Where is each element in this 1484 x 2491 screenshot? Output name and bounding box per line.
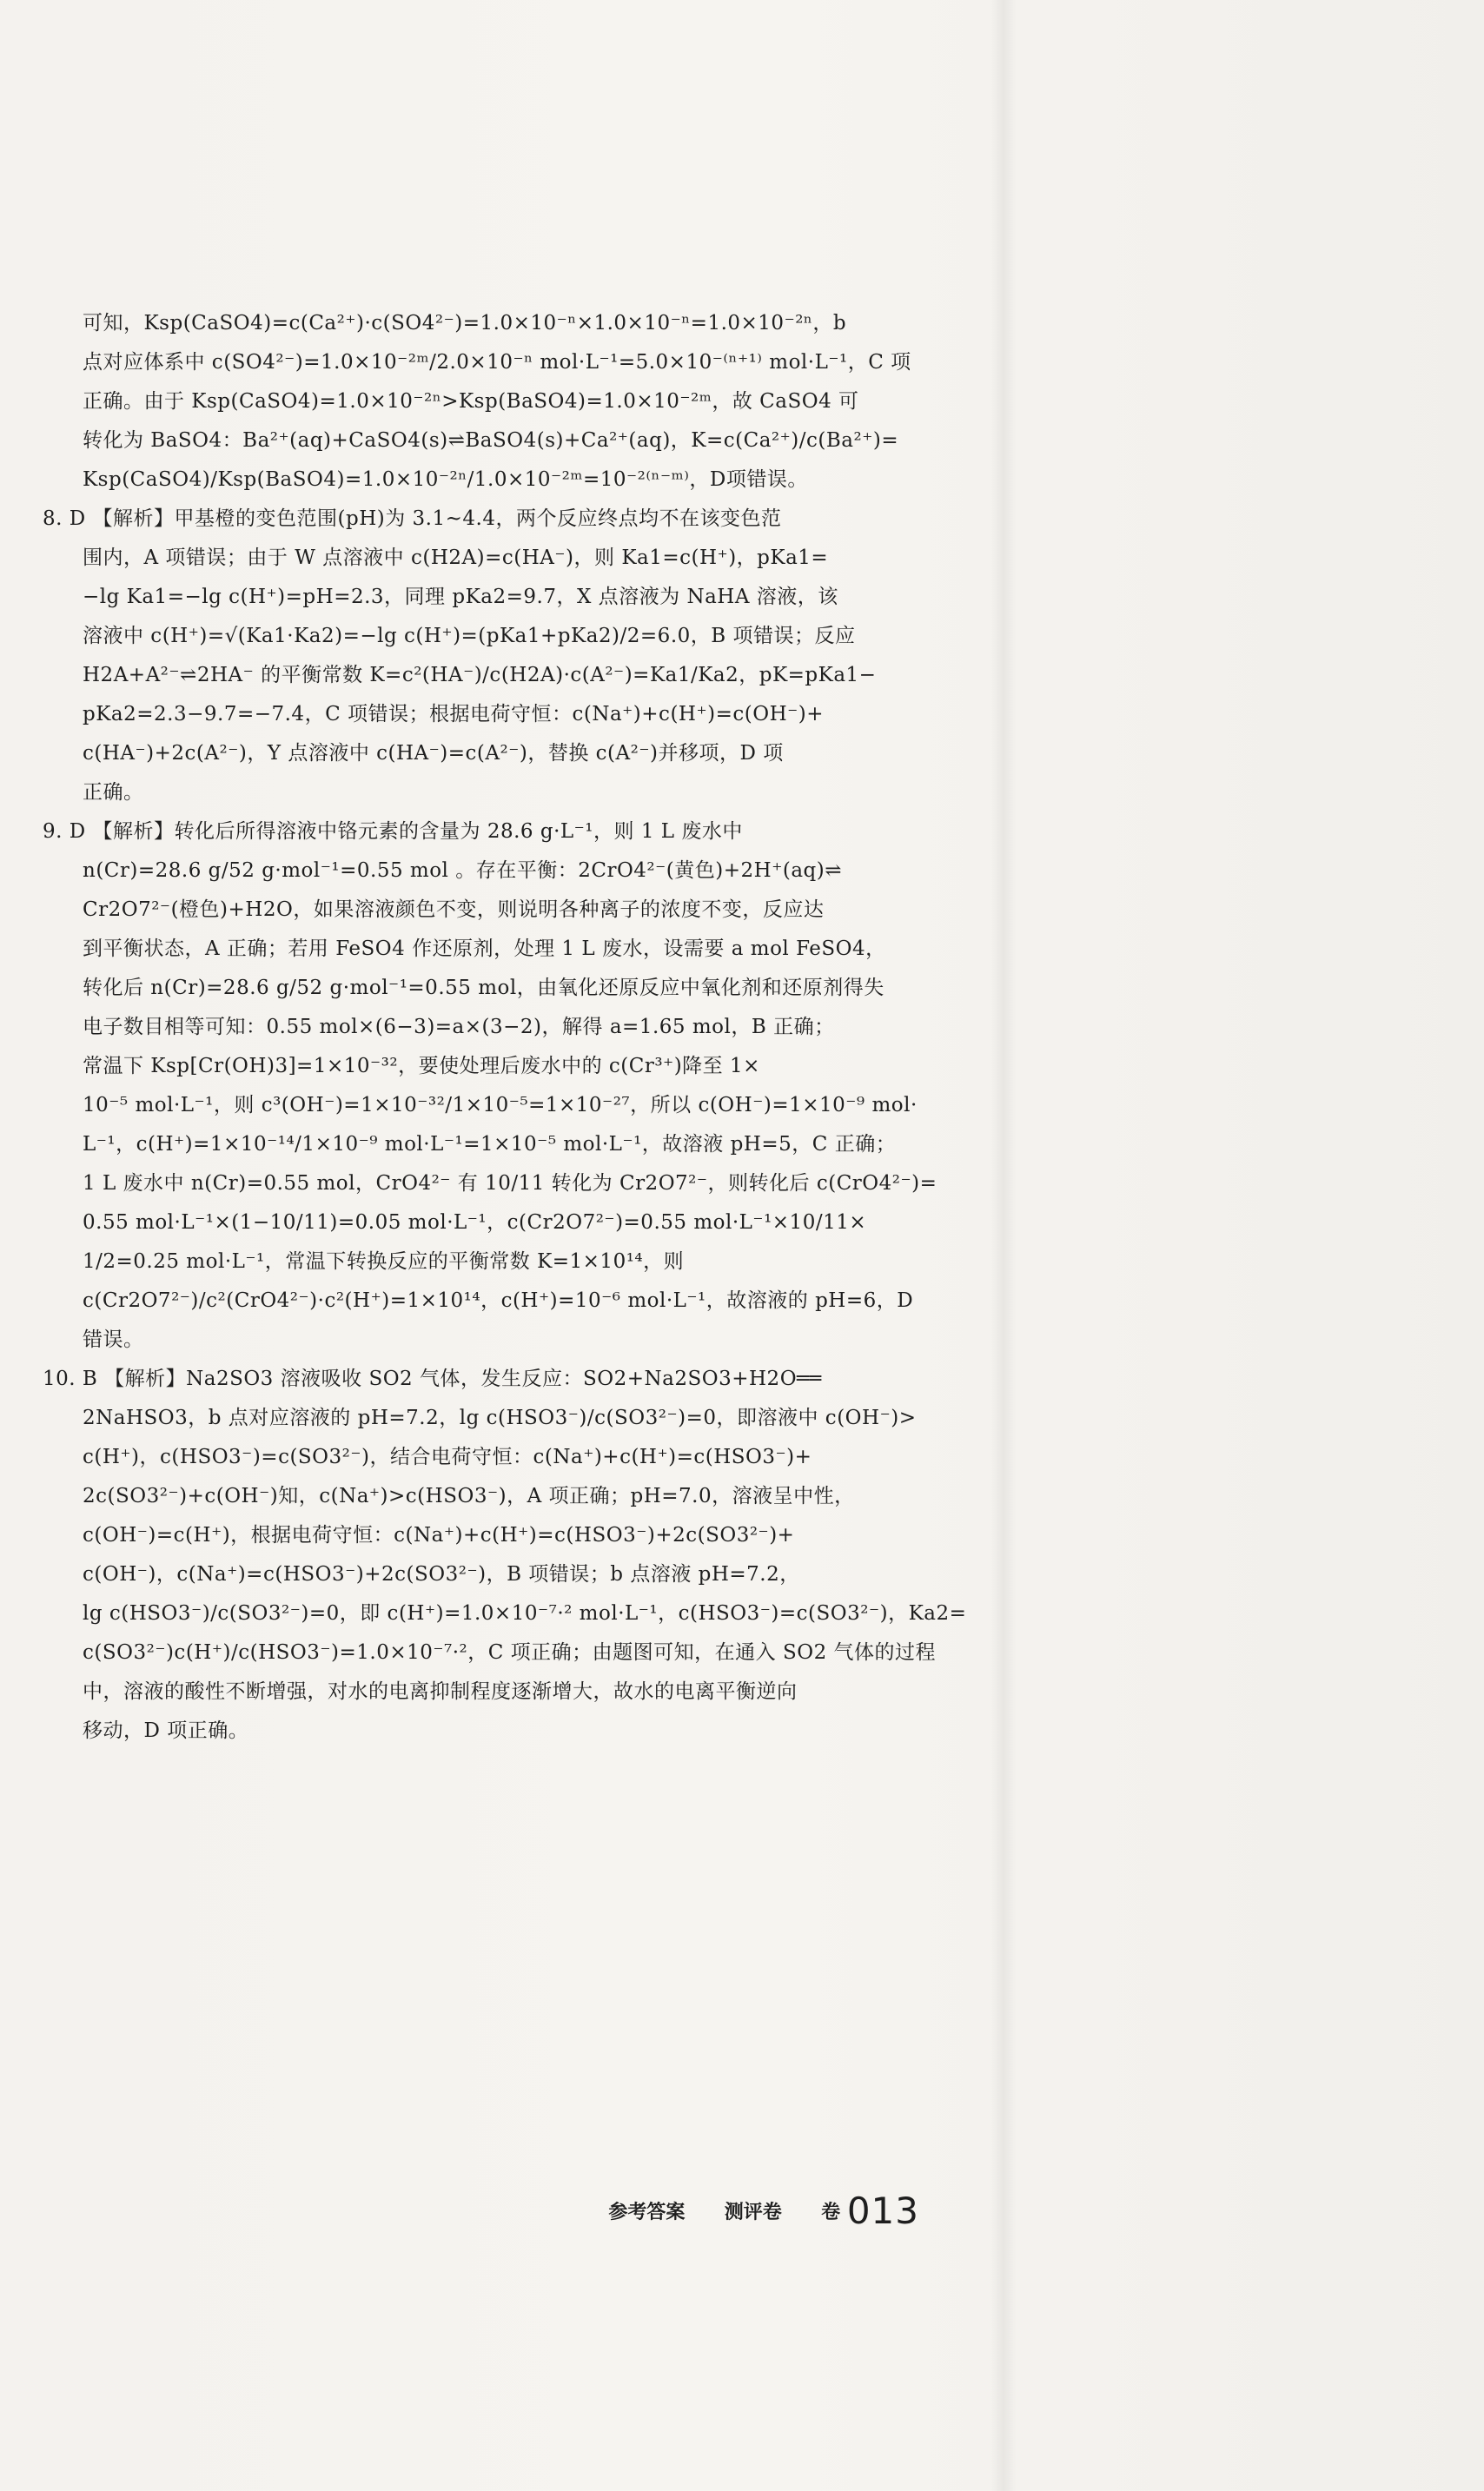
- text-line: Cr2O7²⁻(橙色)+H2O，如果溶液颜色不变，则说明各种离子的浓度不变，反应达: [83, 898, 825, 921]
- answer-text: [43, 304, 967, 1751]
- text-line: n(Cr)=28.6 g/52 g·mol⁻¹=0.55 mol 。存在平衡：2CrO4²⁻(黄色)+2H⁺(aq)⇌: [83, 859, 842, 882]
- text-line: 溶液中 c(H⁺)=√(Ka1·Ka2)=−lg c(H⁺)=(pKa1+pKa2)/2=6.0，B 项错误；反应: [83, 625, 856, 647]
- text-line: H2A+A²⁻⇌2HA⁻ 的平衡常数 K=c²(HA⁻)/c(H2A)·c(A²⁻)=Ka1/Ka2，pK=pKa1−: [83, 664, 877, 686]
- text-line: 移动，D 项正确。: [83, 1719, 249, 1742]
- text-line: 转化后 n(Cr)=28.6 g/52 g·mol⁻¹=0.55 mol，由氧化还原反应中氧化剂和还原剂得失: [83, 977, 884, 999]
- text-line: −lg Ka1=−lg c(H⁺)=pH=2.3，同理 pKa2=9.7，X 点溶液为 NaHA 溶液，该: [83, 586, 838, 608]
- footer-label-volume: 卷: [821, 2202, 841, 2223]
- text-line: 可知，Ksp(CaSO4)=c(Ca²⁺)·c(SO4²⁻)=1.0×10⁻ⁿ×1.0×10⁻ⁿ=1.0×10⁻²ⁿ，b: [83, 312, 847, 335]
- text-line: c(OH⁻)，c(Na⁺)=c(HSO3⁻)+2c(SO3²⁻)，B 项错误；b 点溶液 pH=7.2，: [83, 1563, 800, 1586]
- text-line: c(HA⁻)+2c(A²⁻)，Y 点溶液中 c(HA⁻)=c(A²⁻)，替换 c(A²⁻)并移项，D 项: [83, 742, 784, 765]
- text-line: 中，溶液的酸性不断增强，对水的电离抑制程度逐渐增大，故水的电离平衡逆向: [83, 1680, 798, 1703]
- text-line: 1 L 废水中 n(Cr)=0.55 mol，CrO4²⁻ 有 10/11 转化为 Cr2O7²⁻，则转化后 c(CrO4²⁻)=: [83, 1172, 937, 1195]
- page-footer: [608, 2190, 919, 2232]
- item-9-line: 9. D 【解析】转化后所得溶液中铬元素的含量为 28.6 g·L⁻¹，则 1 L 废水中: [43, 820, 743, 843]
- text-line: 到平衡状态，A 正确；若用 FeSO4 作还原剂，处理 1 L 废水，设需要 a mol FeSO4，: [83, 937, 886, 960]
- text-line: 1/2=0.25 mol·L⁻¹，常温下转换反应的平衡常数 K=1×10¹⁴，则: [83, 1250, 685, 1273]
- text-line: L⁻¹，c(H⁺)=1×10⁻¹⁴/1×10⁻⁹ mol·L⁻¹=1×10⁻⁵ mol·L⁻¹，故溶液 pH=5，C 正确；: [83, 1133, 897, 1156]
- text-line: 正确。由于 Ksp(CaSO4)=1.0×10⁻²ⁿ>Ksp(BaSO4)=1.0×10⁻²ᵐ，故 CaSO4 可: [83, 390, 859, 413]
- text-line: 转化为 BaSO4：Ba²⁺(aq)+CaSO4(s)⇌BaSO4(s)+Ca²⁺(aq)，K=c(Ca²⁺)/c(Ba²⁺)=: [83, 429, 899, 452]
- text-line: lg c(HSO3⁻)/c(SO3²⁻)=0，即 c(H⁺)=1.0×10⁻⁷·² mol·L⁻¹，c(HSO3⁻)=c(SO3²⁻)，Ka2=: [83, 1602, 967, 1625]
- footer-label-answers: 参考答案: [608, 2202, 686, 2223]
- text-line: c(Cr2O7²⁻)/c²(CrO4²⁻)·c²(H⁺)=1×10¹⁴，c(H⁺)=10⁻⁶ mol·L⁻¹，故溶液的 pH=6，D: [83, 1289, 914, 1312]
- text-line: 2NaHSO3，b 点对应溶液的 pH=7.2，lg c(HSO3⁻)/c(SO3²⁻)=0，即溶液中 c(OH⁻)>: [83, 1407, 917, 1429]
- text-line: pKa2=2.3−9.7=−7.4，C 项错误；根据电荷守恒：c(Na⁺)+c(H⁺)=c(OH⁻)+: [83, 703, 825, 725]
- footer-label-test: 测评卷: [724, 2202, 782, 2223]
- text-line: 正确。: [83, 781, 144, 804]
- page-number: 013: [846, 2190, 919, 2232]
- text-line: c(OH⁻)=c(H⁺)，根据电荷守恒：c(Na⁺)+c(H⁺)=c(HSO3⁻)+2c(SO3²⁻)+: [83, 1524, 795, 1547]
- text-line: c(H⁺)，c(HSO3⁻)=c(SO3²⁻)，结合电荷守恒：c(Na⁺)+c(H⁺)=c(HSO3⁻)+: [83, 1446, 812, 1468]
- text-line: 点对应体系中 c(SO4²⁻)=1.0×10⁻²ᵐ/2.0×10⁻ⁿ mol·L⁻¹=5.0×10⁻⁽ⁿ⁺¹⁾ mol·L⁻¹，C 项: [83, 351, 911, 374]
- text-line: 2c(SO3²⁻)+c(OH⁻)知，c(Na⁺)>c(HSO3⁻)，A 项正确；pH=7.0，溶液呈中性，: [83, 1485, 855, 1507]
- text-line: 常温下 Ksp[Cr(OH)3]=1×10⁻³²，要使处理后废水中的 c(Cr³⁺)降至 1×: [83, 1055, 760, 1077]
- text-line: Ksp(CaSO4)/Ksp(BaSO4)=1.0×10⁻²ⁿ/1.0×10⁻²ᵐ=10⁻²⁽ⁿ⁻ᵐ⁾，D项错误。: [83, 468, 808, 491]
- text-line: 围内，A 项错误；由于 W 点溶液中 c(H2A)=c(HA⁻)，则 Ka1=c(H⁺)，pKa1=: [83, 547, 829, 569]
- text-line: 10⁻⁵ mol·L⁻¹，则 c³(OH⁻)=1×10⁻³²/1×10⁻⁵=1×10⁻²⁷，所以 c(OH⁻)=1×10⁻⁹ mol·: [83, 1094, 918, 1116]
- text-line: 电子数目相等可知：0.55 mol×(6−3)=a×(3−2)，解得 a=1.65 mol，B 正确；: [83, 1016, 835, 1038]
- text-line: 0.55 mol·L⁻¹×(1−10/11)=0.05 mol·L⁻¹，c(Cr2O7²⁻)=0.55 mol·L⁻¹×10/11×: [83, 1211, 867, 1234]
- binding-shadow: [990, 0, 1017, 2491]
- text-line: c(SO3²⁻)c(H⁺)/c(HSO3⁻)=1.0×10⁻⁷·²，C 项正确；由题图可知，在通入 SO2 气体的过程: [83, 1641, 937, 1664]
- text-line: 错误。: [83, 1328, 144, 1351]
- item-8-line: 8. D 【解析】甲基橙的变色范围(pH)为 3.1~4.4，两个反应终点均不在该变色范: [43, 507, 782, 530]
- item-10-line: 10. B 【解析】Na2SO3 溶液吸收 SO2 气体，发生反应：SO2+Na2SO3+H2O══: [43, 1368, 822, 1390]
